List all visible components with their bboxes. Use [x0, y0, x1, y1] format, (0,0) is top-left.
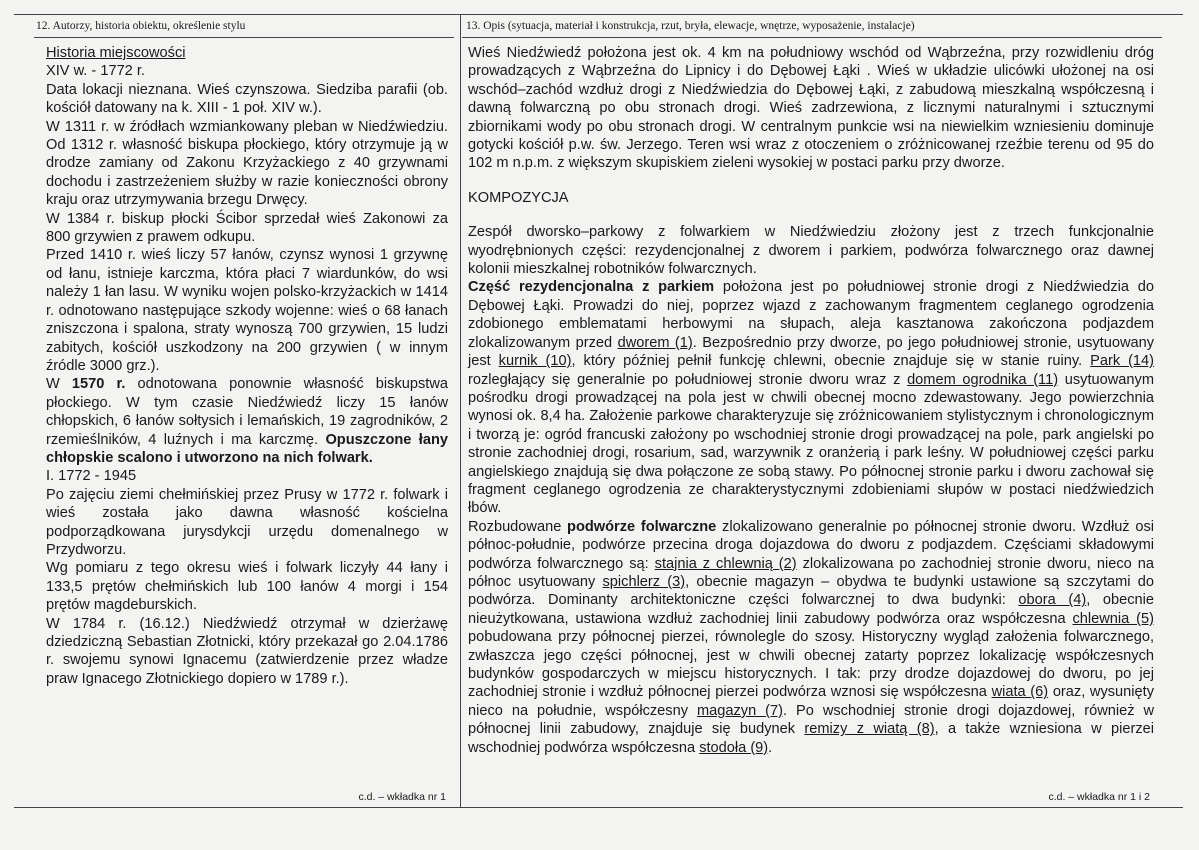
text-run: Rozbudowane: [468, 518, 568, 535]
building-reference: stodoła (9): [699, 739, 769, 756]
paragraph: [468, 518, 1154, 757]
bold-text: Opuszczone łany chłopskie scalono i utworzono na nich folwark.: [46, 431, 448, 466]
paragraph: Przed 1410 r. wieś liczy 57 łanów, czynsz wynosi 1 grzywnę od łanu, istnieje karczma, która płaci 7 wiardunków, do wsi należy 1 łan lasu. W wyniku wojen polsko-krzyżackich w 1414 r. odnotowano następujące szkody wojenne: wieś o 68 łanach zniszczona i spalona, straty wynoszą 700 grzywien, 15 ludzi zabitych, kościół uszkodzony na 200 grzywien ( w innym źródle 3000 grz.).: [46, 247, 448, 374]
paragraph: Data lokacji nieznana. Wieś czynszowa. Siedziba parafii (ob. kościół datowany na k. XIII - 1 poł. XIV w.).: [46, 81, 448, 117]
section-title: Historia miejscowości: [46, 45, 186, 61]
bold-text: podwórze folwarczne: [567, 518, 717, 535]
text-run: , obecnie magazyn – obydwa te budynki ustawione są szczytami do podwórza. Dominanty architektoniczne części folwarcznej to dwa budynki:: [468, 573, 1154, 609]
paragraph: Po zajęciu ziemi chełmińskiej przez Prusy w 1772 r. folwark i wieś została jako dawna własność kościelna podporządkowana jurysdykcji urzędu domenalnego w Przydworzu.: [46, 486, 448, 558]
text-run: zlokalizowano generalnie po północnej stronie dworu. Wzdłuż osi północ-południe, podwórze przecina droga dojazdowa do dworu z podjazdem. Częściami składowymi podwórza folwarcznego są:: [468, 518, 1154, 572]
continuation-note: c.d. – wkładka nr 1 i 2: [1048, 791, 1150, 803]
building-reference: spichlerz (3): [602, 573, 686, 590]
paragraph: Zespół dworsko–parkowy z folwarkiem w Niedźwiedziu złożony jest z trzech funkcjonalnie wyodrębnionych części: rezydencjonalnej z dworem i parkiem, podwórza folwarcznego oraz dawnej kolonii mieszkalnej robotników folwarcznych.: [468, 224, 1154, 278]
text-run: . Bezpośrednio przy dworze, po jego południowej stronie, usytuowany jest: [468, 334, 1155, 370]
text-run: położona jest po południowej stronie drogi z Niedźwiedzia do Dębowej Łąki. Prowadzi do niej, poprzez wjazd z zachowanym fragmentem ceglanego ogrodzenia zdobionego emblematami herbowymi na słupach, aleja kasztanowa zakończona podjazdem zlokalizowanym przed: [468, 279, 1154, 351]
text-run: zlokalizowana po zachodniej stronie dworu, nieco na północ usytuowany: [468, 555, 1154, 590]
bold-text: 1570 r.: [71, 376, 126, 393]
building-reference: magazyn (7): [696, 702, 783, 719]
left-column: [34, 15, 454, 807]
continuation-note: c.d. – wkładka nr 1: [358, 791, 446, 803]
period-heading: I. 1772 - 1945: [46, 468, 137, 485]
building-reference: kurnik (10): [498, 353, 572, 370]
text-run: W: [46, 376, 72, 393]
text-run: usytuowanym pośrodku drogi prowadzącej na pola jest w chwili obecnej mocno zdewastowany. Jego powierzchnia wynosi ok. 8,4 ha. Założenie parkowe charakteryzuje się zróżnicowaniem stylistycznym i chronologicznym i tworzą je: ogród francuski założony po wschodniej stronie drogi prowadzącej na pole, park angielski po stronie zachodniej drogi, rosarium, sad, warzywnik z oranżerią i park leśny. W południowej części parku angielskiego znajdują się dwa połączone ze sobą stawy. Po północnej stronie parku i dworu zachował się fragment ceglanego ogrodzenia ze charakterystycznymi zdobieniami słupów w postaci niedźwiedzich łbów.: [468, 371, 1154, 517]
paragraph: [46, 375, 448, 467]
description-text: [462, 38, 1162, 757]
text-run: pobudowana przy północnej pierzei, równolegle do szosy. Historyczny wygląd założenia folwarcznego, zwłaszcza jego części północnej, jest w chwili obecnej zatarty poprzez lokalizację współczesnych budynków gospodarczych w miejscu historycznych. I tak: przy drodze dojazdowej do dworu, po jej zachodniej stronie i wzdłuż północnej pierzei podwórza wznosi się współczesna: [468, 629, 1154, 701]
paragraph: W 1384 r. biskup płocki Ścibor sprzedał wieś Zakonowi za 800 grzywien z prawem odkupu.: [46, 210, 448, 246]
paragraph: W 1784 r. (16.12.) Niedźwiedź otrzymał w dzierżawę dziedziczną Sebastian Złotnicki, który przekazał go 2.04.1786 r. swojemu synowi Ignacemu (zatwierdzenie przez władze praw Ignacego Złotnickiego dopiero w 1789 r.).: [46, 615, 448, 687]
paragraph: Wieś Niedźwiedź położona jest ok. 4 km na południowy wschód od Wąbrzeźna, przy rozwidleniu dróg prowadzących z Wąbrzeźna do Lipnicy i do Dębowej Łąki . Wieś w układzie ulicówki ułożonej na osi wschód–zachód wzdłuż drogi z Niedźwiedzia do Dębowej Łąki, z zabudową mieszkalną współczesną i dawną folwarczną po obu stronach drogi. Wieś zadrzewiona, z licznymi naturalnymi i sztucznymi zbiornikami wody po obu stronach drogi. W centralnym punkcie wsi na niewielkim wzniesieniu dominuje gotycki kościół p.w. św. Jerzego. Teren wsi wraz z otoczeniem o zróżnicowanej rzeźbie terenu od 95 do 102 m n.p.m. z większym skupiskiem zieleni wysokiej w postaci parku przy dworze.: [468, 45, 1154, 172]
text-run: , który później pełnił funkcję chlewni, obecnie znajduje się w stanie ruiny.: [571, 353, 1091, 370]
text-run: .: [768, 739, 773, 756]
text-run: . Po wschodniej stronie drogi dojazdowej, również w północnej linii zabudowy, znajduje się budynek: [468, 702, 1155, 738]
building-reference: stajnia z chlewnią (2): [654, 555, 797, 572]
paragraph: Wg pomiaru z tego okresu wieś i folwark liczyły 44 łany i 133,5 prętów chełmińskich lub 100 łanów 4 morgi i 154 prętów magdeburskich.: [46, 560, 448, 614]
building-reference: wiata (6): [991, 684, 1049, 701]
text-run: odnotowana ponownie własność biskupstwa płockiego. W tym czasie Niedźwiedź liczy 15 łanów chłopskich, 6 łanów sołtysich i lemańskich, 19 zagrodników, 2 rzemieślników, 4 luźnych i ma karczmę.: [46, 376, 448, 448]
building-reference: chlewnia (5): [1072, 610, 1154, 627]
building-reference: obora (4): [1018, 592, 1087, 609]
text-run: , obecnie nieużytkowana, ustawiona wzdłuż zachodniej linii zabudowy podwórza oraz współczesna: [468, 592, 1155, 627]
building-reference: dworem (1): [617, 334, 693, 351]
column-divider: [460, 15, 461, 807]
section-heading: KOMPOZYCJA: [468, 189, 569, 206]
paragraph: [468, 278, 1154, 517]
period-heading: XIV w. - 1772 r.: [46, 63, 145, 80]
right-column-header: 13. Opis (sytuacja, materiał i konstrukcja, rzut, bryła, elewacje, wnętrze, wyposażenie, instalacje): [462, 15, 1162, 38]
building-reference: remizy z wiatą (8): [804, 721, 935, 738]
history-text: [34, 38, 454, 688]
left-column-header: 12. Autorzy, historia obiektu, określenie stylu: [34, 15, 454, 38]
text-run: oraz, wysunięty nieco na południe, współczesny: [468, 684, 1154, 719]
building-reference: domem ogrodnika (11): [907, 371, 1059, 388]
building-reference: Park (14): [1090, 353, 1155, 370]
right-column: [462, 15, 1162, 807]
bold-text: Część rezydencjonalna z parkiem: [468, 279, 715, 296]
paragraph: W 1311 r. w źródłach wzmiankowany pleban w Niedźwiedziu. Od 1312 r. własność biskupa płockiego, który otrzymuje ją w drodze zamiany od Zakonu Krzyżackiego z 40 grzywnami dochodu i zastrzeżeniem służby w razie konieczności obrony kraju oraz utrzymywania brzegu Drwęcy.: [46, 118, 448, 209]
text-run: , a także wzniesiona w pierzei wschodniej podwórza współczesna: [468, 721, 1154, 756]
text-run: rozległający się generalnie po południowej stronie dworu wraz z: [468, 371, 908, 388]
document-frame: [14, 14, 1183, 808]
